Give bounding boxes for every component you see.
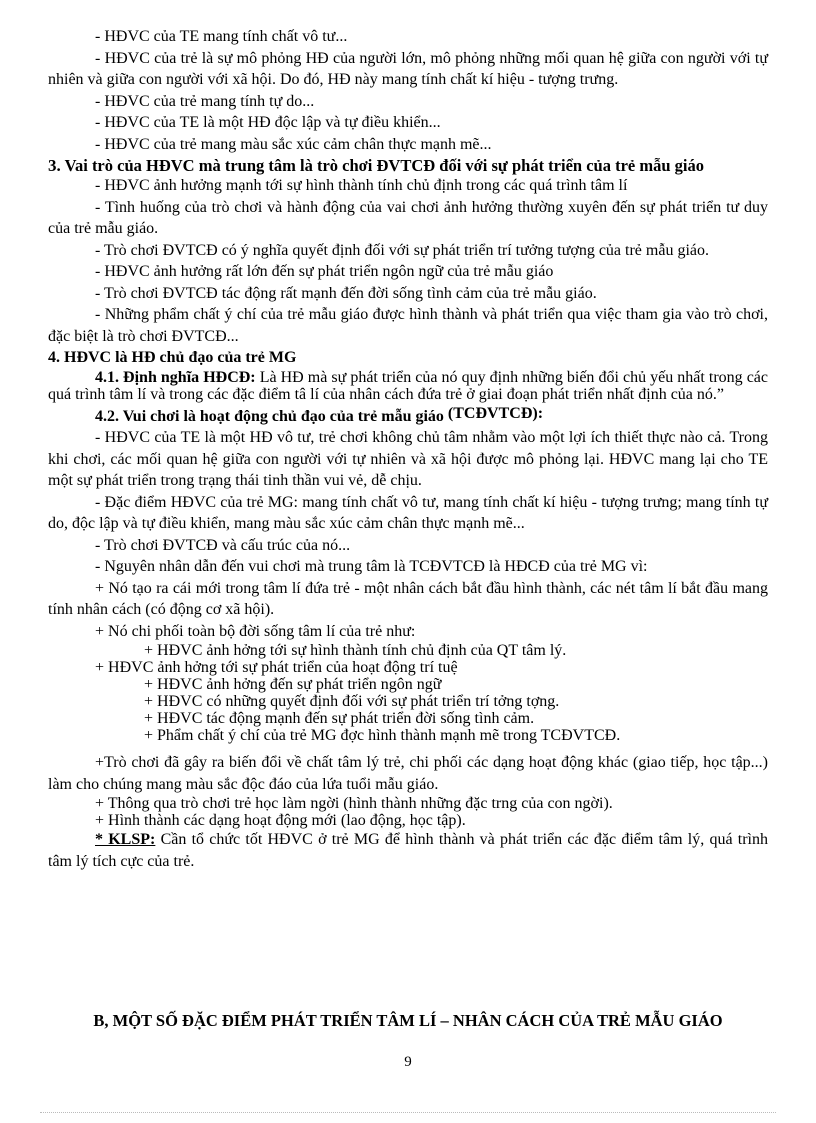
paragraph: - HĐVC ảnh hưởng rất lớn đến sự phát triển ngôn ngữ của trẻ mẫu giáo [95,263,554,280]
paragraph: + Nó tạo ra cái mới trong tâm lí đứa trẻ - một nhân cách bắt đầu hình thành, các nét tâm lí bắt đầu mang tính nhân cách (có động cơ xã hội). [48,579,768,618]
paragraph: - HĐVC của TE mang tính chất vô tư... [95,28,348,45]
section-heading-3 [48,156,768,175]
definition-text: Là HĐ mà sự phát triển của nó quy định những biến đổi chủ yếu nhất trong các quá trình tâm lí và trong các đặc điểm tâ lí của nhân cách đứa trẻ ở giai đoạn phát triển nhất định của nó.” [48,368,769,403]
subheading-4-1: 4.1. Định nghĩa HĐCĐ: [95,368,256,386]
list-item: + HĐVC ảnh hởng đến sự phát triển ngôn ngữ [144,676,442,693]
conclusion-paragraph [48,829,768,872]
klsp-label: * KLSP: [95,831,156,848]
footer-divider [40,1112,776,1113]
klsp-text: Cần tổ chức tốt HĐVC ở trẻ MG để hình thành và phát triển các đặc điểm tâm lý, quá trình tâm lý tích cực của trẻ. [48,831,768,870]
paragraph: - HĐVC của TE là một HĐ vô tư, trẻ chơi không chủ tâm nhằm vào một lợi ích thiết thực nào cả. Trong khi chơi, các mối quan hệ giữa con người với tự nhiên và xã hội được mô phỏng lại. HĐVC mang lại cho TE một sự phát triển trong trạng thái tinh thần vui vẻ, dễ chịu. [48,429,768,489]
subheading-4-2-tail: (TCĐVTCĐ): [443,404,544,422]
paragraph: - Tình huống của trò chơi và hành động của vai chơi ảnh hưởng thường xuyên đến sự phát triển tư duy của trẻ mẫu giáo. [48,198,768,237]
list-item: + HĐVC tác động mạnh đến sự phát triển đời sống tình cảm. [144,710,535,727]
paragraph: +Trò chơi đã gây ra biến đổi về chất tâm lý trẻ, chi phối các dạng hoạt động khác (giao tiếp, học tập...) làm cho chúng mang màu sắc độc đáo của lứa tuổi mẫu giáo. [48,754,768,793]
list-item: + Phẩm chất ý chí của trẻ MG đợc hình thành mạnh mẽ trong TCĐVTCĐ. [144,727,621,744]
paragraph: - Nguyên nhân dẫn đến vui chơi mà trung tâm là TCĐVTCĐ là HĐCĐ của trẻ MG vì: [95,558,648,575]
subheading-4-2 [48,406,768,428]
paragraph: - Đặc điểm HĐVC của trẻ MG: mang tính chất vô tư, mang tính chất kí hiệu - tượng trưng; mang tính tự do, độc lập và tự điều khiển, mang màu sắc xúc cảm chân thực mạnh mẽ... [48,493,768,532]
paragraph: - Trò chơi ĐVTCĐ có ý nghĩa quyết định đối với sự phát triển trí tưởng tượng của trẻ mẫu giáo. [95,241,709,259]
section-heading-4: 4. HĐVC là HĐ chủ đạo của trẻ MG [48,349,297,366]
paragraph: - Trò chơi ĐVTCĐ tác động rất mạnh đến đời sống tình cảm của trẻ mẫu giáo. [95,284,597,302]
subheading-4-2-label: 4.2. Vui chơi là hoạt động chủ đạo của trẻ mẫu giáo [95,407,444,425]
paragraph: - Những phẩm chất ý chí của trẻ mẫu giáo được hình thành và phát triển qua việc tham gia vào trò chơi, đặc biệt là trò chơi ĐVTCĐ... [48,306,768,345]
paragraph: - HĐVC của trẻ mang tính tự do... [95,92,315,110]
paragraph: - HĐVC của trẻ là sự mô phỏng HĐ của người lớn, mô phỏng những mối quan hệ giữa con người với tự nhiên và giữa con người với xã hội. Do đó, HĐ này mang tính chất kí hiệu - tượng trưng. [48,49,768,88]
page-number: 9 [404,1054,412,1070]
list-item: + HĐVC ảnh hởng tới sự phát triển của hoạt động trí tuệ [95,659,458,676]
paragraph: + Thông qua trò chơi trẻ học làm ngời (hình thành những đặc trng của con ngời). [95,795,613,812]
definition-paragraph [48,369,768,403]
heading-text: Vai trò của HĐVC mà trung tâm là trò chơi ĐVTCĐ đối với sự phát triển của trẻ mẫu giáo [64,156,704,175]
list-item: + HĐVC có những quyết định đối với sự phát triển trí tởng tợng. [144,693,560,710]
heading-number: 3. [48,156,61,175]
paragraph: - HĐVC của trẻ mang màu sắc xúc cảm chân thực mạnh mẽ... [95,135,492,153]
paragraph: - Trò chơi ĐVTCĐ và cấu trúc của nó... [95,536,351,554]
paragraph: - HĐVC ảnh hưởng mạnh tới sự hình thành tính chủ định trong các quá trình tâm lí [95,177,628,194]
paragraph: + Hình thành các dạng hoạt động mới (lao động, học tập). [95,812,466,829]
document-body [48,26,768,872]
paragraph: + Nó chi phối toàn bộ đời sống tâm lí của trẻ như: [95,622,416,640]
section-b-heading: B, MỘT SỐ ĐẶC ĐIỂM PHÁT TRIỂN TÂM LÍ – NHÂN CÁCH CỦA TRẺ MẪU GIÁO [93,1011,723,1030]
paragraph: - HĐVC của TE là một HĐ độc lập và tự điều khiển... [95,114,441,131]
list-item: + HĐVC ảnh hởng tới sự hình thành tính chủ định của QT tâm lý. [144,642,567,659]
